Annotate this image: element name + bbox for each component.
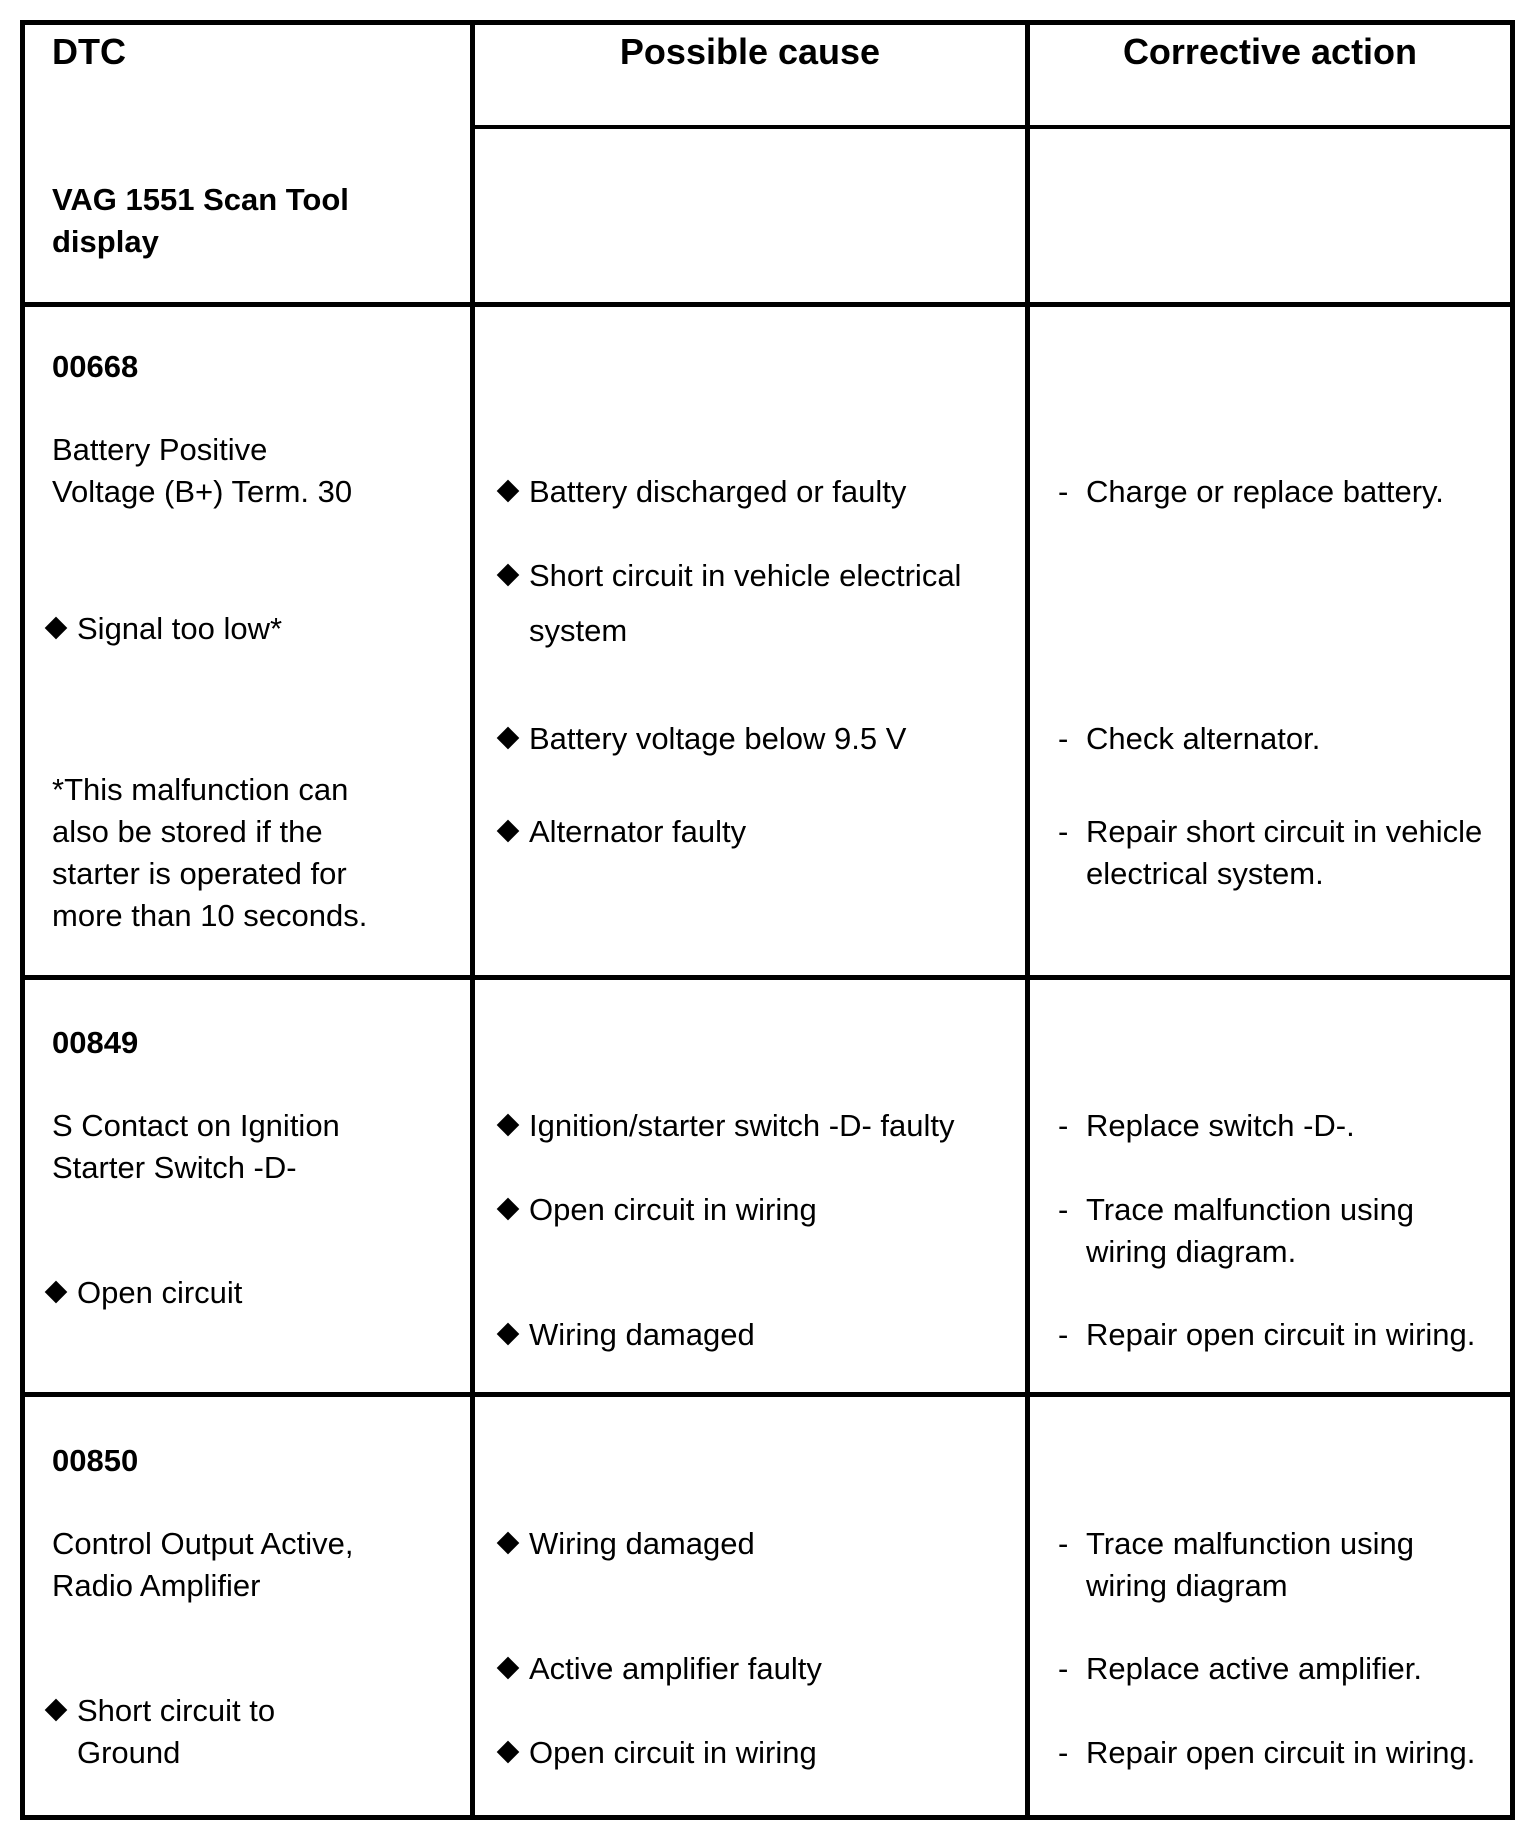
header-corrective-action: Corrective action xyxy=(1122,31,1418,72)
diamond-bullet-icon xyxy=(497,727,519,749)
diamond-bullet-icon xyxy=(497,564,519,586)
diamond-bullet-icon xyxy=(497,480,519,502)
column-divider-1 xyxy=(470,20,475,1820)
diamond-bullet-icon xyxy=(497,1323,519,1345)
action-item-continuation: wiring diagram xyxy=(1086,1568,1288,1603)
diamond-bullet-icon xyxy=(45,617,67,639)
dtc-note: starter is operated for xyxy=(52,856,347,891)
dtc-description-line2: Radio Amplifier xyxy=(52,1568,261,1603)
dtc-code: 00849 xyxy=(52,1025,139,1060)
action-item-continuation: wiring diagram. xyxy=(1086,1234,1297,1269)
dtc-condition-line2: Ground xyxy=(77,1735,181,1770)
diamond-bullet-icon xyxy=(497,1741,519,1763)
diamond-bullet-icon xyxy=(497,1532,519,1554)
column-divider-2 xyxy=(1025,20,1030,1820)
scan-tool-label-line2: display xyxy=(52,224,159,259)
diamond-bullet-icon xyxy=(497,820,519,842)
dtc-note: more than 10 seconds. xyxy=(52,898,368,933)
diamond-bullet-icon xyxy=(497,1198,519,1220)
diamond-bullet-icon xyxy=(45,1699,67,1721)
header-dtc: DTC xyxy=(52,31,126,72)
table-border-right xyxy=(1510,20,1515,1820)
action-item-continuation: electrical system. xyxy=(1086,856,1324,891)
header-subdivider xyxy=(470,125,1515,129)
dtc-description-line2: Starter Switch -D- xyxy=(52,1150,297,1185)
diamond-bullet-icon xyxy=(45,1281,67,1303)
cause-item-continuation: system xyxy=(529,613,628,648)
dtc-description-line2: Voltage (B+) Term. 30 xyxy=(52,474,353,509)
dtc-description: S Contact on Ignition xyxy=(52,1108,340,1143)
table-border-left xyxy=(20,20,25,1820)
table-border-top xyxy=(20,20,1515,25)
table-border-bottom xyxy=(20,1815,1515,1820)
dtc-code: 00850 xyxy=(52,1443,139,1478)
dtc-note: also be stored if the xyxy=(52,814,323,849)
dtc-description: Control Output Active, xyxy=(52,1526,354,1561)
dtc-code: 00668 xyxy=(52,349,139,384)
diamond-bullet-icon xyxy=(497,1657,519,1679)
header-possible-cause: Possible cause xyxy=(619,31,881,72)
row-divider-2 xyxy=(20,1392,1515,1397)
diamond-bullet-icon xyxy=(497,1114,519,1136)
dtc-note: *This malfunction can xyxy=(52,772,349,807)
row-divider-header xyxy=(20,302,1515,307)
dtc-description: Battery Positive xyxy=(52,432,268,467)
row-divider-1 xyxy=(20,975,1515,980)
scan-tool-label: VAG 1551 Scan Tool xyxy=(52,182,349,217)
